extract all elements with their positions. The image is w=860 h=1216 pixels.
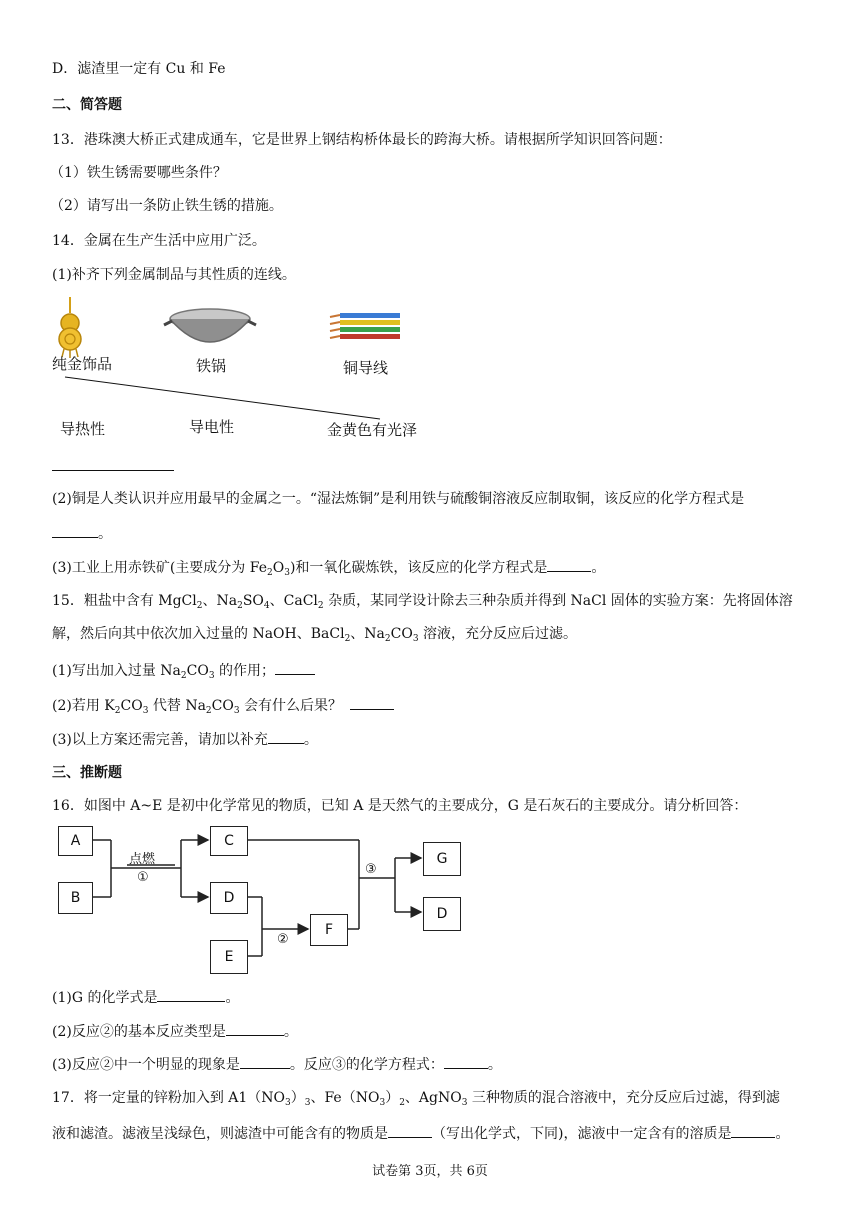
q17-line2: 液和滤渣。滤液呈浅绿色，则滤渣中可能含有的物质是 （写出化学式，下同)，滤液中一定含有的溶质是 。 bbox=[52, 1123, 820, 1143]
label-ignite: 点燃 bbox=[129, 852, 156, 867]
page-footer: 试卷第 3页，共 6页 bbox=[372, 1164, 488, 1179]
q13-sub2: （2）请写出一条防止铁生锈的措施。 bbox=[50, 198, 283, 214]
iron-wok-icon bbox=[164, 309, 256, 342]
match-line bbox=[65, 377, 380, 419]
box-b: B bbox=[58, 882, 93, 914]
property-label-golden-luster: 金黄色有光泽 bbox=[327, 421, 418, 439]
answer-blank-line[interactable] bbox=[52, 470, 174, 471]
q14-stem: 14．金属在生产生活中应用广泛。 bbox=[52, 233, 266, 249]
label-reaction-2: ② bbox=[277, 932, 289, 947]
q17-line1: 17．将一定量的锌粉加入到 $A1(NO_3)_3$、$Fe(NO_3)_2$、AgNO$_3$ 三种物质的混合溶液中，充分反应后过滤，得到滤 bbox=[52, 1090, 780, 1108]
box-g: G bbox=[423, 842, 461, 876]
q15-stem: 15．粗盐中含有 MgCl$_2$、$Na_2SO_4$、CaCl$_2$ 杂质，某同学设计除去三种杂质并得到 NaCl 固体的实验方案：先将固体溶 bbox=[52, 593, 793, 611]
q12-option-d: D．滤渣里一定有 Cu 和 Fe bbox=[52, 61, 226, 77]
answer-blank[interactable] bbox=[52, 523, 98, 538]
copper-wire-icon bbox=[330, 313, 400, 339]
box-e: E bbox=[210, 940, 248, 974]
box-d-product: D bbox=[423, 897, 461, 931]
q14-sub2: (2)铜是人类认识并应用最早的金属之一。“湿法炼铜”是利用铁与硫酸铜溶液反应制取铜，该反应的化学方程式是 bbox=[52, 491, 745, 507]
answer-blank[interactable] bbox=[157, 987, 225, 1002]
product-label-iron-wok: 铁锅 bbox=[196, 357, 227, 375]
box-f: F bbox=[310, 914, 348, 946]
label-reaction-1: ① bbox=[137, 870, 149, 885]
q15-sub1: (1)写出加入过量 $Na_2CO_3$ 的作用； bbox=[52, 660, 820, 680]
q14-sub1: (1)补齐下列金属制品与其性质的连线。 bbox=[52, 267, 296, 283]
property-label-electrical: 导电性 bbox=[189, 418, 235, 436]
answer-blank[interactable] bbox=[731, 1123, 775, 1138]
q13-stem: 13．港珠澳大桥正式建成通车，它是世界上钢结构桥体最长的跨海大桥。请根据所学知识回答问题： bbox=[52, 132, 672, 148]
matching-figure bbox=[50, 295, 440, 445]
q15-sub2: (2)若用 $K_2CO_3$ 代替 $Na_2CO_3$ 会有什么后果？ bbox=[52, 695, 820, 715]
answer-blank[interactable] bbox=[444, 1054, 488, 1069]
q16-sub1: (1)G 的化学式是 。 bbox=[52, 987, 820, 1007]
q16-sub2: (2)反应②的基本反应类型是 。 bbox=[52, 1021, 820, 1041]
section-title-inference: 三、推断题 bbox=[52, 765, 122, 781]
answer-blank[interactable] bbox=[388, 1123, 432, 1138]
q15-sub3: (3)以上方案还需完善，请加以补充 。 bbox=[52, 729, 820, 749]
q16-sub3: (3)反应②中一个明显的现象是 。反应③的化学方程式： 。 bbox=[52, 1054, 820, 1074]
q13-sub1: （1）铁生锈需要哪些条件？ bbox=[50, 165, 227, 181]
box-a: A bbox=[58, 826, 93, 856]
reaction-flow-diagram bbox=[55, 822, 475, 977]
section-title-short-answer: 二、简答题 bbox=[52, 97, 122, 113]
q14-sub3: (3)工业上用赤铁矿(主要成分为 $Fe_2O_3$)和一氧化碳炼铁，该反应的化学方程式是 。 bbox=[52, 557, 820, 577]
label-reaction-3: ③ bbox=[365, 862, 377, 877]
property-label-thermal: 导热性 bbox=[60, 420, 106, 438]
box-c: C bbox=[210, 826, 248, 856]
box-d: D bbox=[210, 882, 248, 914]
q14-sub2-cont: 。 bbox=[52, 523, 820, 543]
product-label-copper-wire: 铜导线 bbox=[343, 359, 389, 377]
answer-blank[interactable] bbox=[226, 1021, 284, 1036]
answer-blank[interactable] bbox=[275, 660, 315, 675]
answer-blank[interactable] bbox=[268, 729, 304, 744]
answer-blank[interactable] bbox=[350, 695, 394, 710]
q16-stem: 16．如图中 A~E 是初中化学常见的物质，已知 A 是天然气的主要成分，G 是石灰石的主要成分。请分析回答： bbox=[52, 798, 748, 814]
product-label-gold-jewelry: 纯金饰品 bbox=[52, 355, 113, 373]
answer-blank[interactable] bbox=[547, 557, 591, 572]
gold-pendant-icon bbox=[59, 297, 81, 358]
q15-stem-cont: 解，然后向其中依次加入过量的 NaOH、BaCl$_2$、$Na_2CO_3$ 溶液，充分反应后过滤。 bbox=[52, 626, 578, 644]
answer-blank[interactable] bbox=[240, 1054, 290, 1069]
